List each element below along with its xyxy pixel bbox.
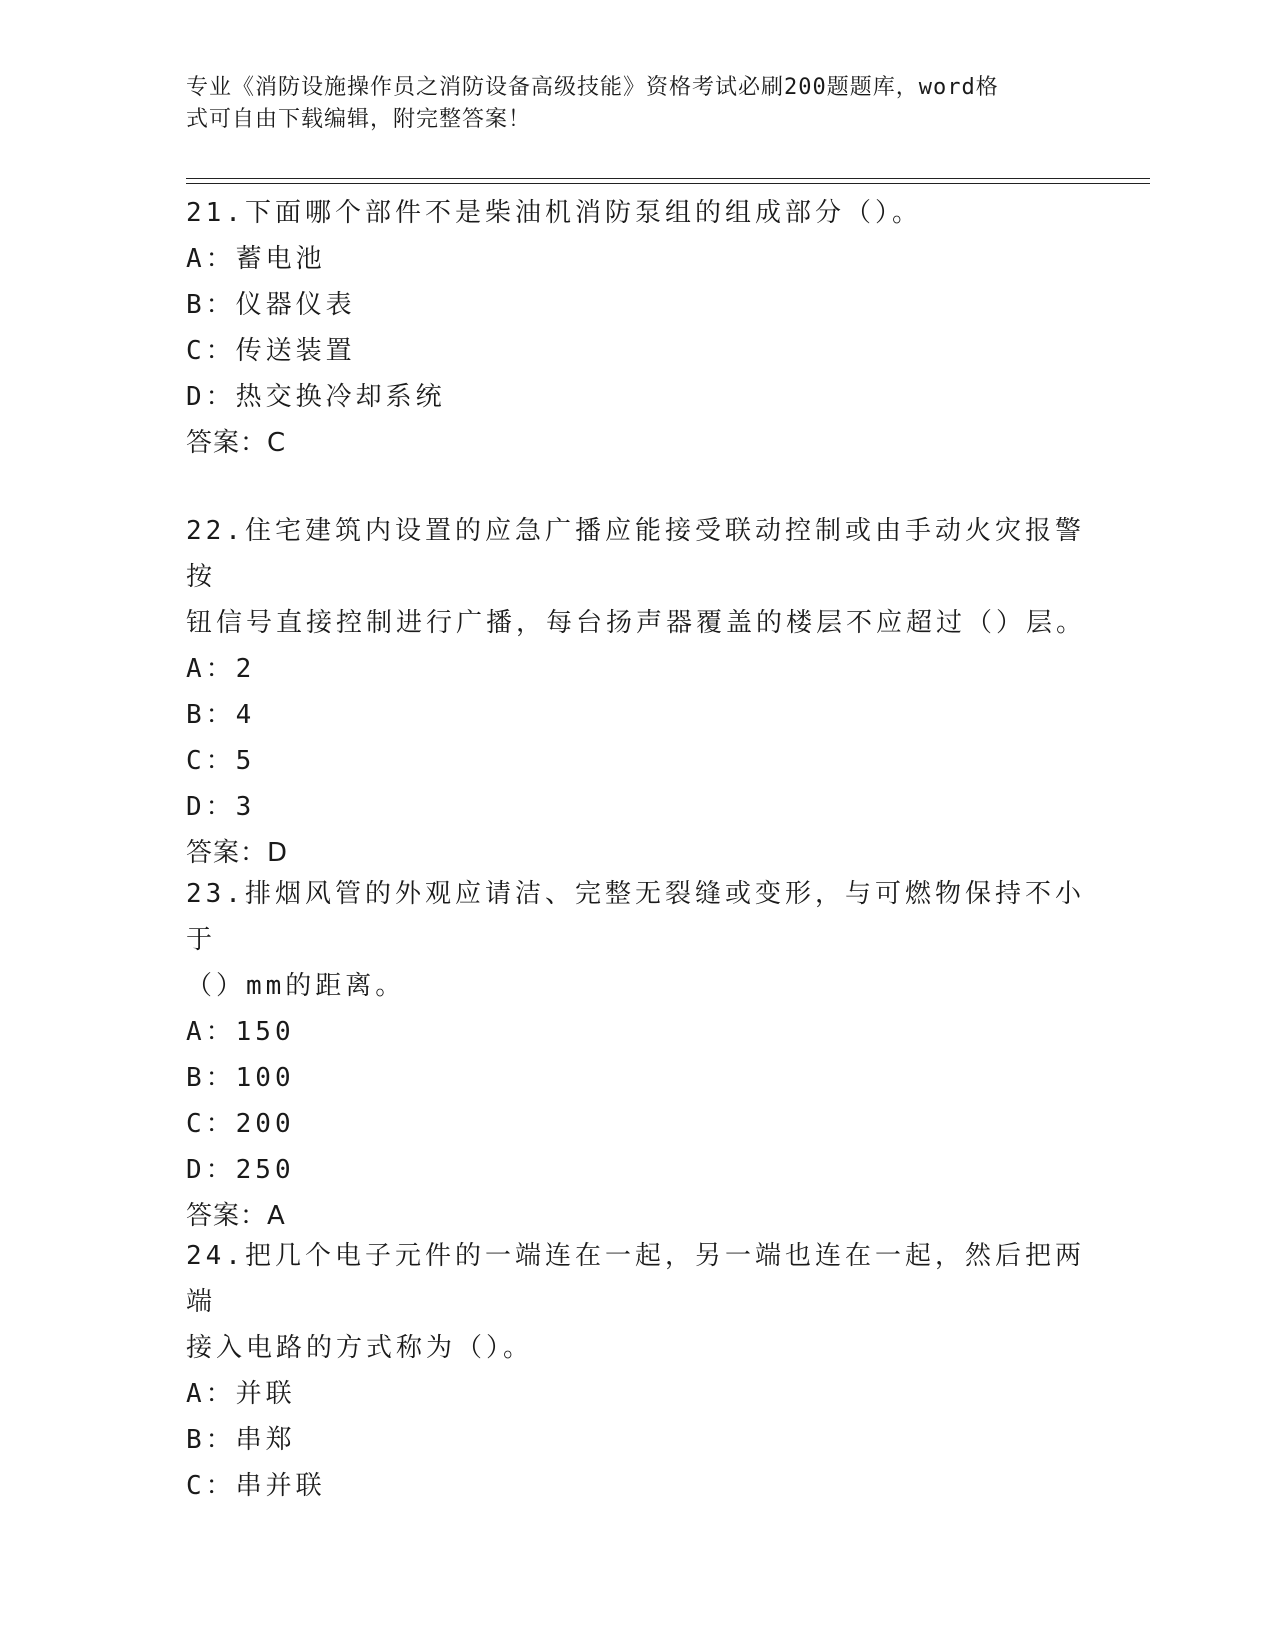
question-stem: 22.住宅建筑内设置的应急广播应能接受联动控制或由手动火灾报警按 [186,516,1085,592]
option-b: B：4 [186,700,256,730]
question-stem: 21.下面哪个部件不是柴油机消防泵组的组成部分（）。 [186,198,922,228]
question-23 [186,871,1086,1239]
option-d: D：3 [186,792,256,822]
question-24 [186,1233,1086,1509]
option-c: C：5 [186,746,256,776]
option-b: B：仪器仪表 [186,290,356,320]
header-divider-bottom [186,183,1150,184]
question-stem-continued: （）mm的距离。 [186,971,406,1001]
question-stem: 23.排烟风管的外观应请洁、完整无裂缝或变形，与可燃物保持不小于 [186,879,1085,955]
answer: 答案：D [186,838,289,868]
header-divider-top [186,178,1150,179]
option-a: A：150 [186,1017,295,1047]
answer: 答案：A [186,1201,286,1231]
option-b: B：100 [186,1063,295,1093]
option-d: D：热交换冷却系统 [186,382,446,412]
header-line-1: 专业《消防设施操作员之消防设备高级技能》资格考试必刷200题题库，word格 [186,75,999,100]
option-c: C：传送装置 [186,336,356,366]
option-c: C：串并联 [186,1471,326,1501]
question-stem-continued: 接入电路的方式称为（）。 [186,1333,534,1363]
question-21 [186,190,1086,466]
question-stem-continued: 钮信号直接控制进行广播，每台扬声器覆盖的楼层不应超过（）层。 [186,608,1087,638]
answer: 答案：C [186,428,287,458]
option-c: C：200 [186,1109,295,1139]
header-line-2: 式可自由下载编辑，附完整答案！ [186,107,532,132]
option-a: A：蓄电池 [186,244,326,274]
option-d: D：250 [186,1155,295,1185]
option-b: B：串郑 [186,1425,296,1455]
question-stem: 24.把几个电子元件的一端连在一起，另一端也连在一起，然后把两端 [186,1241,1085,1317]
question-22 [186,508,1086,876]
option-a: A：2 [186,654,256,684]
document-header [186,72,1066,136]
option-a: A：并联 [186,1379,296,1409]
